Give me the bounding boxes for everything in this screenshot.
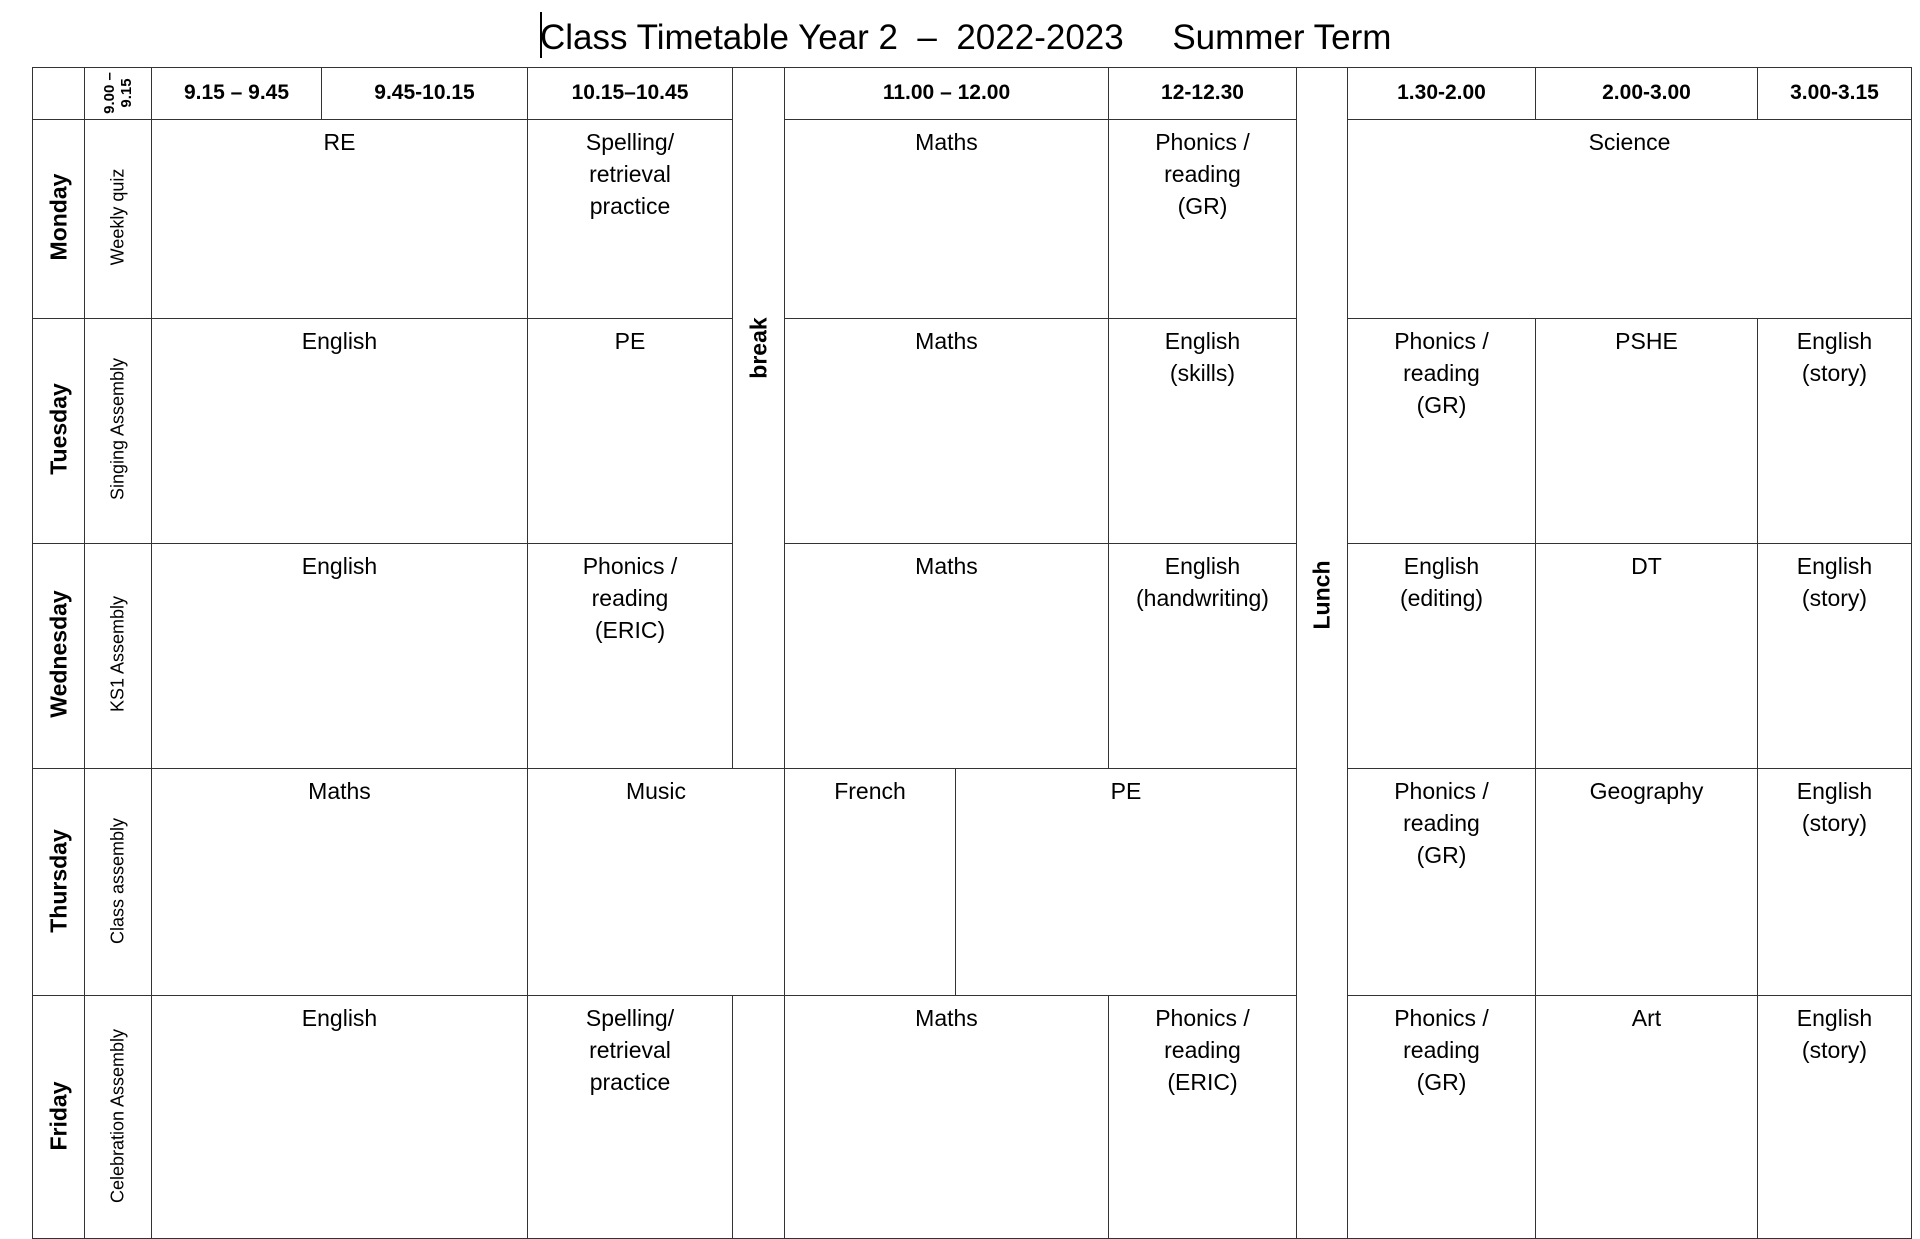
day-cell-monday: [33, 119, 85, 319]
header-slot-9: 2.00-3.00: [1536, 68, 1758, 120]
timetable-grid: [32, 67, 1912, 1239]
lesson-cell: [1536, 319, 1758, 543]
header-early-time: [85, 68, 152, 120]
lesson-cell: [1109, 996, 1297, 1239]
header-slot-3: 10.15–10.45: [528, 68, 733, 120]
day-label: Monday: [45, 173, 71, 261]
lesson-label: English: [301, 1005, 378, 1031]
lesson-cell: [152, 769, 528, 996]
header-slot-10: 3.00-3.15: [1758, 68, 1912, 120]
lesson-cell: [956, 769, 1297, 996]
lesson-label: DT: [1631, 552, 1662, 579]
lesson-cell: [785, 996, 1109, 1239]
header-slot-8: 1.30-2.00: [1348, 68, 1536, 120]
lesson-label: PSHE: [1615, 328, 1678, 355]
lesson-cell: [1348, 543, 1536, 768]
lesson-label: English (story): [1796, 1005, 1873, 1063]
row-wednesday: [33, 543, 1912, 768]
lesson-cell: [1348, 119, 1912, 319]
lesson-cell: [528, 119, 733, 319]
assembly-cell-monday: [85, 119, 152, 319]
lesson-cell: [152, 996, 528, 1239]
lesson-label: PE: [1110, 778, 1142, 804]
lesson-cell: [785, 543, 1109, 768]
lesson-label: French: [834, 778, 906, 804]
lesson-label: English: [301, 552, 378, 579]
header-slot-5: 11.00 – 12.00: [785, 68, 1109, 120]
day-cell-tuesday: [33, 319, 85, 543]
assembly-label: Class assembly: [107, 817, 128, 945]
lesson-cell: [1109, 319, 1297, 543]
lesson-label: Maths: [915, 552, 978, 579]
lesson-cell: [785, 119, 1109, 319]
day-cell-thursday: [33, 769, 85, 996]
break-column: [733, 68, 785, 769]
lesson-cell: [1536, 996, 1758, 1239]
lesson-label: Maths: [915, 128, 978, 155]
lesson-cell: [1109, 543, 1297, 768]
row-thursday: [33, 769, 1912, 996]
lesson-cell: [152, 319, 528, 543]
assembly-label: Singing Assembly: [107, 357, 128, 501]
lesson-cell: [528, 319, 733, 543]
lesson-label: PE: [614, 328, 646, 355]
lesson-label: Art: [1631, 1005, 1662, 1031]
lesson-label: English (skills): [1164, 328, 1241, 387]
break-cell-friday: [733, 996, 785, 1239]
lunch-label: Lunch: [1308, 560, 1335, 630]
lesson-label: Music: [625, 778, 687, 804]
header-corner: [33, 68, 85, 120]
row-monday: [33, 119, 1912, 319]
lesson-label: Phonics / reading (GR): [1155, 128, 1250, 219]
lesson-label: English (story): [1796, 328, 1873, 387]
lesson-label: English (story): [1796, 552, 1873, 611]
day-cell-friday: [33, 996, 85, 1239]
lesson-label: Spelling/ retrieval practice: [585, 1005, 675, 1095]
lesson-cell: [1109, 119, 1297, 319]
header-row: [33, 68, 1912, 120]
lesson-cell: [1348, 319, 1536, 543]
assembly-cell-thursday: [85, 769, 152, 996]
header-slot-2: 9.45-10.15: [322, 68, 528, 120]
lesson-cell: [1348, 996, 1536, 1239]
lesson-label: Phonics / reading (GR): [1394, 328, 1489, 419]
day-label: Thursday: [45, 829, 71, 933]
lesson-cell: [1536, 769, 1758, 996]
lesson-label: Spelling/ retrieval practice: [585, 128, 675, 219]
lesson-label: Geography: [1589, 778, 1704, 804]
day-label: Wednesday: [45, 590, 71, 718]
assembly-cell-wednesday: [85, 543, 152, 768]
page-title: Class Timetable Year 2 – 2022-2023 Summer Term: [540, 18, 1392, 57]
lesson-label: English (story): [1796, 778, 1873, 836]
lesson-cell: [1536, 543, 1758, 768]
header-slot-1: 9.15 – 9.45: [152, 68, 322, 120]
assembly-label: Weekly quiz: [107, 168, 128, 266]
assembly-cell-tuesday: [85, 319, 152, 543]
lesson-cell: [1758, 769, 1912, 996]
lesson-label: Maths: [308, 778, 371, 804]
lesson-cell: [528, 769, 785, 996]
lesson-label: Phonics / reading (ERIC): [582, 552, 678, 643]
header-early-line-2: 9.15: [118, 78, 135, 108]
lesson-label: Phonics / reading (GR): [1394, 1005, 1489, 1095]
day-label: Tuesday: [45, 383, 71, 475]
lesson-label: English (handwriting): [1136, 552, 1269, 611]
assembly-cell-friday: [85, 996, 152, 1239]
lesson-cell: [528, 543, 733, 768]
lesson-cell: [152, 119, 528, 319]
lunch-column: [1297, 68, 1348, 1239]
lesson-label: Phonics / reading (GR): [1394, 778, 1489, 868]
row-friday: [33, 996, 1912, 1239]
lesson-label: Maths: [915, 328, 978, 355]
header-slot-6: 12-12.30: [1109, 68, 1297, 120]
day-label: Friday: [45, 1081, 71, 1151]
assembly-label: Celebration Assembly: [107, 1028, 128, 1204]
lesson-label: Science: [1588, 128, 1671, 155]
header-early-line-1: 9.00 –: [101, 72, 118, 115]
lesson-cell: [1758, 996, 1912, 1239]
lesson-label: RE: [323, 128, 356, 155]
lesson-cell: [1758, 543, 1912, 768]
lesson-label: Phonics / reading (ERIC): [1155, 1005, 1250, 1095]
lesson-cell: [1758, 319, 1912, 543]
lesson-label: English (editing): [1399, 552, 1484, 611]
lesson-cell: [1348, 769, 1536, 996]
day-cell-wednesday: [33, 543, 85, 768]
assembly-label: KS1 Assembly: [107, 595, 128, 712]
lesson-cell: [785, 769, 956, 996]
break-label: break: [745, 317, 771, 379]
row-tuesday: [33, 319, 1912, 543]
lesson-cell: [785, 319, 1109, 543]
lesson-cell: [528, 996, 733, 1239]
lesson-cell: [152, 543, 528, 768]
lesson-label: English: [301, 328, 378, 355]
lesson-label: Maths: [915, 1005, 978, 1031]
